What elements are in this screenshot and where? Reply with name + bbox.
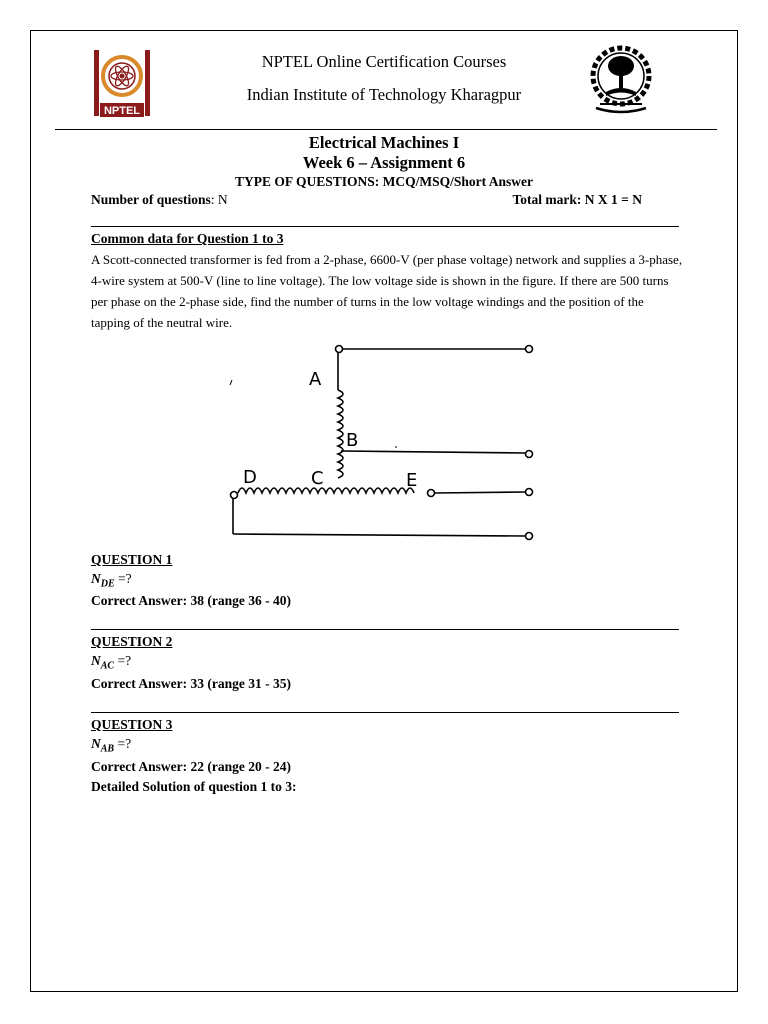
question-2-answer: Correct Answer: 33 (range 31 - 35) (91, 676, 291, 691)
label-b: B (346, 430, 359, 451)
label-a: A (309, 369, 322, 390)
common-data-text: A Scott-connected transformer is fed from a 2-phase, 6600-V (per phase voltage) network and supplies a 3-phase, 4-wire system at 500-V (line to line voltage). The low voltage side is shown in the figure. If there are 500 turns per phase on the 2-phase side, find the number of turns in the low voltage windings and the position of the tapping of the neutral wire. (91, 252, 683, 330)
total-mark: Total mark: N X 1 = N (512, 192, 642, 207)
question-1-answer: Correct Answer: 38 (range 36 - 40) (91, 593, 291, 608)
label-e: E (406, 470, 418, 491)
header-institute: Indian Institute of Technology Kharagpur (246, 85, 522, 104)
number-of-questions-value: : N (210, 192, 228, 207)
question-2-variable: $N_{AC}$ (91, 653, 115, 672)
transformer-figure (220, 340, 540, 550)
question-type: TYPE OF QUESTIONS: MCQ/MSQ/Short Answer (234, 174, 534, 189)
divider (91, 712, 679, 713)
common-data-heading: Common data for Question 1 to 3 (91, 231, 284, 246)
course-title: Electrical Machines I (308, 133, 460, 152)
question-3-variable: $N_{AB}$ (91, 736, 115, 755)
assignment-title: Week 6 – Assignment 6 (302, 153, 466, 172)
question-2-expression: $N_{AC}$ =? (91, 653, 132, 672)
question-3-answer: Correct Answer: 22 (range 20 - 24) (91, 759, 291, 774)
header-divider (55, 129, 717, 130)
question-1-heading: QUESTION 1 (91, 552, 173, 567)
solution-heading: Detailed Solution of question 1 to 3: (91, 779, 297, 794)
question-1-expression: $N_{DE}$ =? (91, 571, 132, 590)
label-c: C (311, 468, 324, 489)
label-d: D (243, 467, 257, 488)
divider (91, 629, 679, 630)
number-of-questions-label: Number of questions (91, 192, 211, 207)
svg-text:NPTEL: NPTEL (103, 105, 141, 117)
header-org: NPTEL Online Certification Courses (261, 52, 507, 71)
question-3-expression: $N_{AB}$ =? (91, 736, 132, 755)
divider (91, 226, 679, 227)
question-1-variable: $N_{DE}$ (91, 571, 115, 590)
question-3-heading: QUESTION 3 (91, 717, 173, 732)
question-2-heading: QUESTION 2 (91, 634, 173, 649)
number-of-questions (91, 192, 228, 208)
